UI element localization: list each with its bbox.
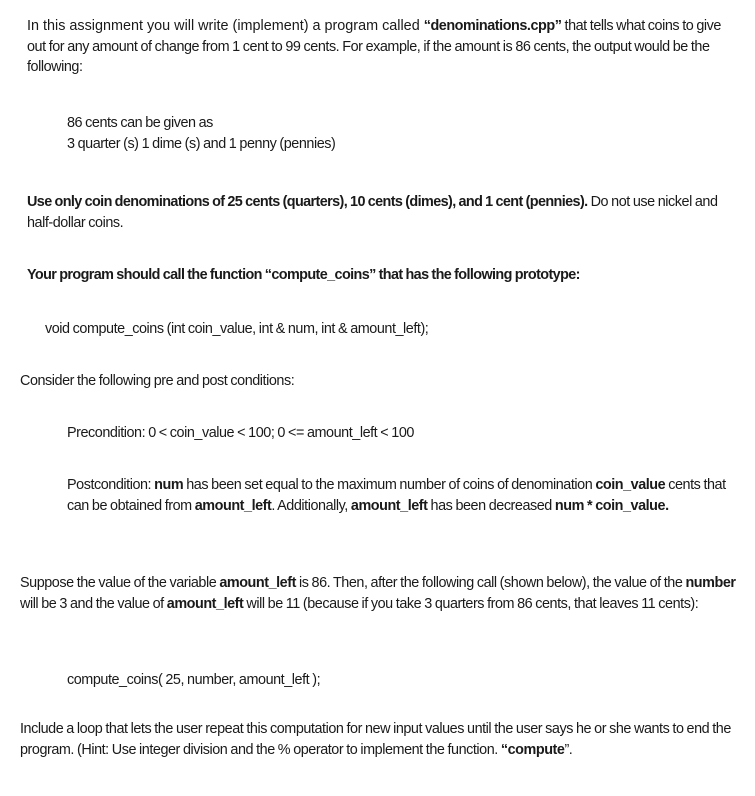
precondition: Precondition: 0 < coin_value < 100; 0 <= amount_left < 100 [67,425,414,441]
suppose-paragraph [20,573,750,614]
intro-text-1: In this assignment you will write (implement) a program called [27,18,424,34]
intro-text-2: that tells what coins to give out for any amount of change from 1 cent to 99 cents. For example, if the amount is 86 cents, the output would be the following: [27,18,721,75]
denominations-text: Do not use nickel and half-dollar coins. [27,194,718,231]
suppose-amount-left: amount_left [219,575,296,591]
loop-paragraph [20,719,750,760]
suppose-amount-left-2: amount_left [166,595,244,612]
loop-text-2: ”. [564,741,573,758]
example-output [67,113,667,154]
postcondition-amount-left: amount_left [194,497,272,514]
loop-text-1: Include a loop that lets the user repeat this computation for new input values until the user says he or she wants to end the program. (Hint: Use integer division and the % operator to implement the function. [20,721,731,758]
postcondition-num: num [154,477,184,493]
postcondition-coin-value: coin_value [595,477,666,493]
example-output-line-2: 3 quarter (s) 1 dime (s) and 1 penny (pennies) [67,135,336,152]
suppose-text-4: will be 11 (because if you take 3 quarters from 86 cents, that leaves 11 cents): [243,595,699,612]
conditions-intro: Consider the following pre and post conditions: [20,373,295,389]
denominations-bold: Use only coin denominations of 25 cents (quarters), 10 cents (dimes), and 1 cent (pennies). [27,194,588,210]
postcondition-text-1: has been set equal to the maximum number of coins of denomination [183,477,596,493]
postcondition-text-2: cents that can be obtained from [67,477,726,514]
example-call: compute_coins( 25, number, amount_left ); [67,672,321,688]
postcondition-text-3: . Additionally, [271,497,351,514]
suppose-text-2: is 86. Then, after the following call (shown below), the value of the [295,575,686,591]
postcondition-expression: num * coin_value. [554,497,669,514]
postcondition-amount-left-2: amount_left [350,497,428,514]
intro-paragraph [27,16,742,78]
postcondition-label: Postcondition: [67,477,155,493]
example-output-line-1: 86 cents can be given as [67,115,213,131]
postcondition [67,475,727,516]
function-call-paragraph: Your program should call the function “compute_coins” that has the following prototype: [27,267,580,283]
filename: “denominations.cpp” [423,18,562,34]
denominations-paragraph [27,192,742,233]
loop-compute: “compute [500,741,565,758]
postcondition-text-4: has been decreased [427,497,555,514]
suppose-number: number [685,575,736,591]
function-prototype: void compute_coins (int coin_value, int & num, int & amount_left); [45,321,429,337]
suppose-text-3: will be 3 and the value of [20,595,167,612]
suppose-text-1: Suppose the value of the variable [20,575,220,591]
